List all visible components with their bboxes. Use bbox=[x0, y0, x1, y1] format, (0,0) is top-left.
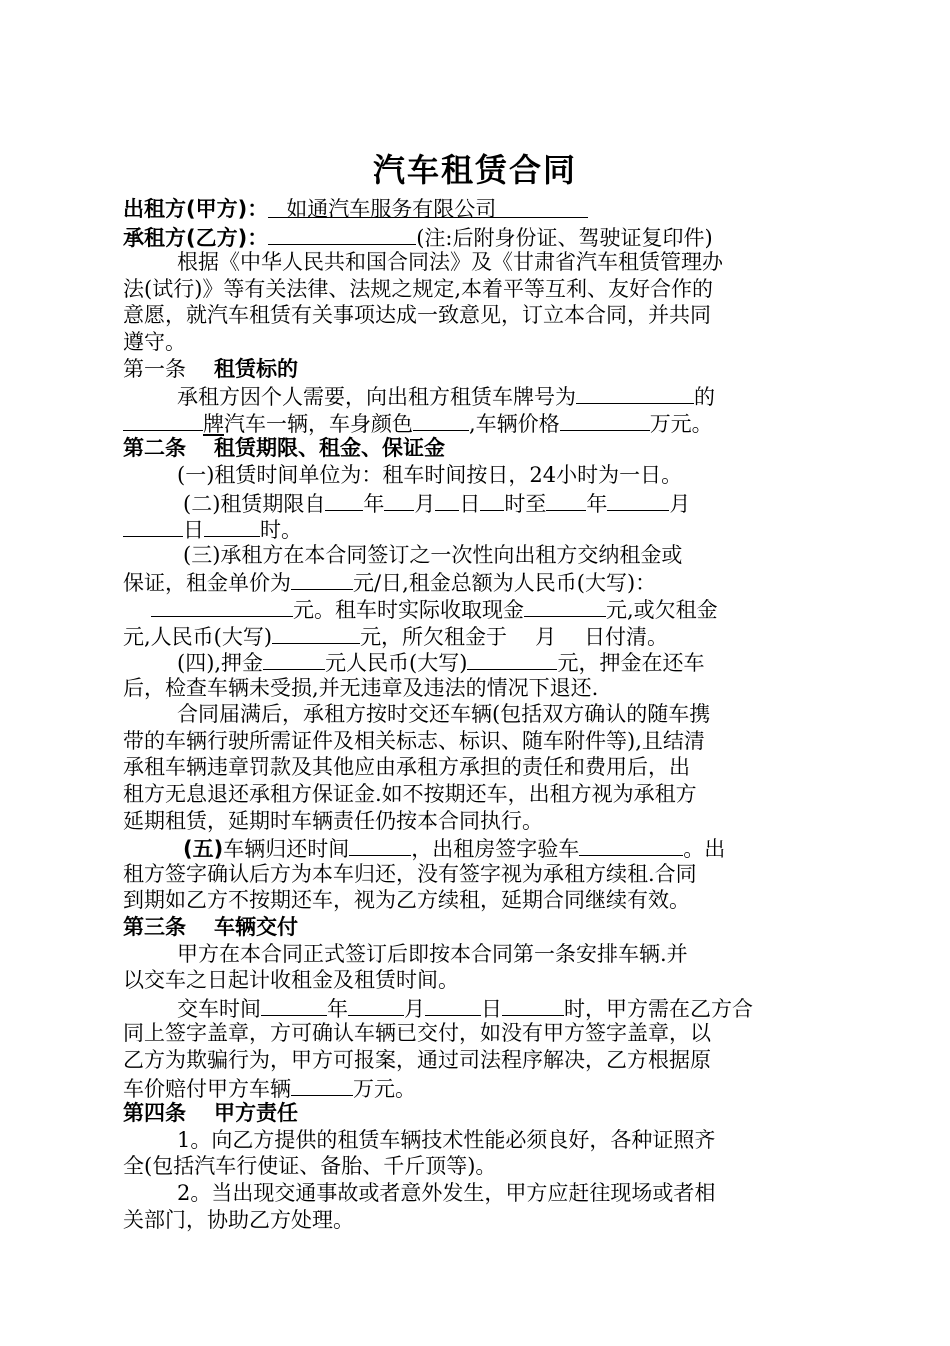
article-2-title: 租赁期限、租金、保证金 bbox=[214, 436, 445, 461]
cash-received-label: 元。租车时实际收取现金 bbox=[293, 597, 524, 622]
lessor-name-field bbox=[268, 196, 588, 221]
lessor-label: 出租方(甲方)： bbox=[123, 197, 269, 221]
total-rent-label: 元/日,租金总额为人民币(大写)： bbox=[353, 571, 657, 596]
delivery-hour-blank bbox=[502, 994, 564, 1016]
lessee-note: (注:后附身份证、驾驶证复印件) bbox=[416, 225, 713, 250]
delivery-day-blank bbox=[425, 994, 481, 1016]
end-year-unit: 年 bbox=[586, 491, 608, 516]
article-2-heading bbox=[123, 435, 829, 462]
art2-item-2-line-2 bbox=[123, 515, 829, 542]
cash-received-blank bbox=[524, 595, 606, 617]
art2-item-5-line-1 bbox=[123, 834, 829, 861]
art1-line-2 bbox=[123, 409, 829, 436]
return-time-label: 车辆归还时间 bbox=[223, 837, 350, 862]
lessor-name: 如通汽车服务有限公司 bbox=[286, 197, 497, 221]
color-blank bbox=[413, 409, 469, 431]
art3-p2-line-2: 同上签字盖章，方可确认车辆已交付，如没有甲方签字盖章，以 bbox=[123, 1021, 711, 1046]
art2-item-5-line-3: 到期如乙方不按期还车，视为乙方续租，延期合同继续有效。 bbox=[123, 888, 690, 913]
art3-p1-line-2: 以交车之日起计收租金及租赁时间。 bbox=[123, 968, 459, 993]
return-time-blank bbox=[349, 834, 411, 856]
start-hour-blank bbox=[480, 489, 504, 511]
preamble-line-2: 法(试行)》等有关法律、法规之规定,本着平等互利、友好合作的 bbox=[123, 276, 714, 301]
article-4-heading bbox=[123, 1100, 829, 1127]
end-hour-unit: 时。 bbox=[260, 518, 302, 543]
unit-rent-label: 保证，租金单价为 bbox=[123, 571, 291, 596]
deposit-amount-blank bbox=[263, 648, 325, 670]
art2-item-4-line-2: 后，检查车辆未受损,并无违章及违法的情况下退还. bbox=[123, 675, 599, 700]
start-day-unit: 日 bbox=[459, 491, 481, 516]
delivery-hour-unit: 时，甲方需在乙方合 bbox=[564, 996, 753, 1021]
article-4-title: 甲方责任 bbox=[214, 1101, 298, 1126]
art1-text-2: 的 bbox=[694, 385, 715, 410]
item-5-label: (五) bbox=[183, 837, 224, 862]
article-3-number: 第三条 bbox=[123, 915, 186, 940]
plate-number-blank bbox=[576, 382, 694, 404]
art3-p2-line-1 bbox=[123, 994, 829, 1021]
compensation-unit: 万元。 bbox=[353, 1076, 416, 1101]
art2-item-2-line-1 bbox=[123, 489, 829, 516]
art2-item-3-line-3 bbox=[123, 595, 829, 622]
delivery-year-unit: 年 bbox=[327, 996, 348, 1021]
deposit-capital-blank bbox=[467, 648, 557, 670]
end-year-blank bbox=[546, 489, 586, 511]
end-month-blank bbox=[607, 489, 669, 511]
deposit-capital-label: 元人民币(大写) bbox=[325, 651, 468, 676]
deposit-label: (四),押金 bbox=[177, 651, 264, 676]
end-month-unit: 月 bbox=[669, 491, 691, 516]
owed-due-month: 月 bbox=[535, 624, 557, 649]
art2-item-3-line-4 bbox=[123, 622, 829, 649]
end-day-blank bbox=[123, 515, 183, 537]
art1-text-3: 汽车一辆，车身颜色 bbox=[224, 411, 413, 436]
article-2-number: 第二条 bbox=[123, 436, 186, 461]
brand-blank bbox=[123, 409, 203, 431]
lessee-label: 承租方(乙方)： bbox=[123, 225, 269, 250]
art1-line-1 bbox=[123, 382, 829, 409]
document-title: 汽车租赁合同 bbox=[372, 151, 577, 189]
delivery-day-unit: 日 bbox=[481, 996, 502, 1021]
delivery-time-label: 交车时间 bbox=[177, 996, 261, 1021]
end-hour-blank bbox=[204, 515, 260, 537]
article-3-heading bbox=[123, 914, 829, 941]
owed-amount-label: 元,人民币(大写) bbox=[123, 624, 273, 649]
art2-return-line-4: 租方无息退还承租方保证金.如不按期还车，出租方视为承租方 bbox=[123, 782, 697, 807]
total-rent-blank bbox=[151, 595, 293, 617]
art2-item-3-line-2 bbox=[123, 568, 829, 595]
art2-item-5-line-2: 租方签字确认后方为本车归还，没有签字视为承租方续租.合同 bbox=[123, 861, 697, 886]
art2-item-3-line-1: (三)承租方在本合同签订之一次性向出租方交纳租金或 bbox=[183, 542, 683, 567]
art3-p1-line-1: 甲方在本合同正式签订后即按本合同第一条安排车辆.并 bbox=[177, 941, 688, 966]
lessee-name-blank bbox=[268, 223, 416, 245]
owed-due-label: 元，所欠租金于 bbox=[360, 624, 508, 649]
delivery-year-blank bbox=[261, 994, 327, 1016]
art3-p2-line-4 bbox=[123, 1074, 829, 1101]
compensation-blank bbox=[291, 1074, 353, 1096]
art1-text-4: ,车辆价格 bbox=[469, 411, 560, 436]
art4-item-2-line-2: 关部门，协助乙方处理。 bbox=[123, 1207, 354, 1232]
owed-amount-blank bbox=[272, 622, 360, 644]
art2-return-line-3: 承租车辆违章罚款及其他应由承租方承担的责任和费用后，出 bbox=[123, 755, 690, 780]
price-blank bbox=[560, 409, 650, 431]
unit-rent-blank bbox=[291, 568, 353, 590]
inspection-blank bbox=[579, 834, 683, 856]
lessee-line bbox=[123, 223, 829, 250]
art4-item-2-line-1: 2。当出现交通事故或者意外发生，甲方应赶往现场或者相 bbox=[177, 1180, 716, 1205]
art2-return-line-2: 带的车辆行驶所需证件及相关标志、标识、随车附件等),且结清 bbox=[123, 728, 705, 753]
start-hour-unit: 时至 bbox=[504, 491, 547, 516]
preamble-line-3: 意愿，就汽车租赁有关事项达成一致意见，订立本合同，并共同 bbox=[123, 303, 711, 328]
delivery-month-blank bbox=[348, 994, 404, 1016]
art2-item-4-line-1 bbox=[123, 648, 829, 675]
preamble-line-4: 遵守。 bbox=[123, 329, 186, 354]
art2-return-line-1: 合同届满后，承租方按时交还车辆(包括双方确认的随车携 bbox=[177, 702, 711, 727]
art2-item-1: (一)租赁时间单位为：租车时间按日，24小时为一日。 bbox=[177, 462, 683, 487]
delivery-month-unit: 月 bbox=[404, 996, 425, 1021]
end-day-unit: 日 bbox=[183, 518, 204, 543]
article-4-number: 第四条 bbox=[123, 1101, 186, 1126]
inspection-label: ，出租房签字验车 bbox=[411, 837, 580, 862]
owed-due-day: 日付清。 bbox=[584, 624, 669, 649]
art2-return-line-5: 延期租赁，延期时车辆责任仍按本合同执行。 bbox=[123, 808, 543, 833]
item-5-text: 。出 bbox=[683, 837, 726, 862]
art1-text-1: 承租方因个人需要，向出租方租赁车牌号为 bbox=[177, 385, 576, 410]
art3-p2-line-3: 乙方为欺骗行为，甲方可报案，通过司法程序解决，乙方根据原 bbox=[123, 1048, 711, 1072]
rent-owed-label: 元,或欠租金 bbox=[606, 597, 718, 622]
article-1-number: 第一条 bbox=[123, 356, 186, 381]
art1-brand-label: 牌 bbox=[203, 411, 224, 436]
compensation-label: 车价赔付甲方车辆 bbox=[123, 1076, 291, 1101]
art4-item-1-line-1: 1。向乙方提供的租赁车辆技术性能必须良好，各种证照齐 bbox=[177, 1127, 716, 1152]
preamble-line-1: 根据《中华人民共和国合同法》及《甘肃省汽车租赁管理办 bbox=[177, 250, 723, 275]
art4-item-1-line-2: 全(包括汽车行使证、备胎、千斤顶等)。 bbox=[123, 1154, 497, 1179]
article-1-title: 租赁标的 bbox=[214, 356, 298, 381]
start-year-unit: 年 bbox=[363, 491, 385, 516]
start-year-blank bbox=[325, 489, 363, 511]
deposit-return-text: 元，押金在还车 bbox=[557, 651, 705, 676]
article-3-title: 车辆交付 bbox=[214, 915, 298, 940]
lessor-line bbox=[123, 196, 829, 223]
article-1-heading bbox=[123, 356, 829, 383]
start-day-blank bbox=[435, 489, 459, 511]
lease-period-label: (二)租赁期限自 bbox=[183, 491, 326, 516]
start-month-blank bbox=[384, 489, 414, 511]
contract-body bbox=[123, 196, 829, 1233]
start-month-unit: 月 bbox=[414, 491, 436, 516]
art1-text-5: 万元。 bbox=[649, 411, 713, 436]
